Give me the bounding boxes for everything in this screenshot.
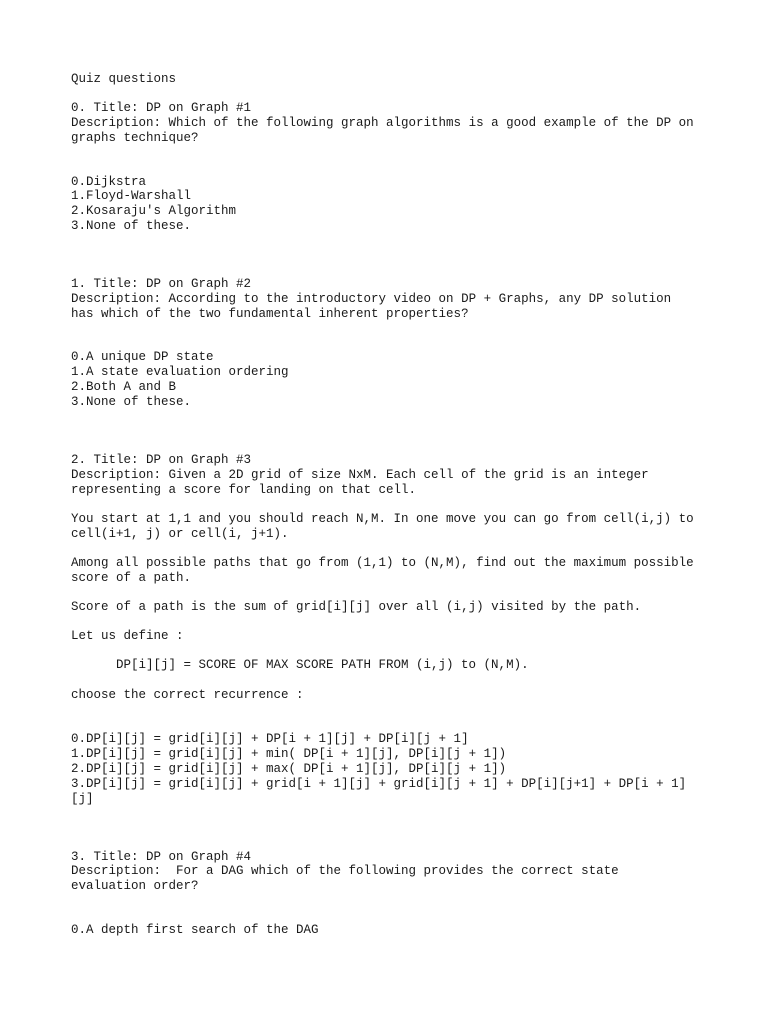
q3-description-cont: evaluation order? (71, 879, 199, 893)
q1-title: 1. Title: DP on Graph #2 (71, 277, 252, 291)
q1-option-2: 2.Both A and B (71, 380, 177, 394)
q1-option-0: 0.A unique DP state (71, 350, 214, 364)
q3-option-0: 0.A depth first search of the DAG (71, 923, 319, 937)
q0-option-1: 1.Floyd-Warshall (71, 189, 192, 203)
q2-paragraph-move: You start at 1,1 and you should reach N,M. In one move you can go from cell(i,j) to (71, 512, 694, 526)
q1-description-cont: has which of the two fundamental inherent properties? (71, 307, 469, 321)
q0-option-0: 0.Dijkstra (71, 175, 147, 189)
q2-paragraph-paths-cont: score of a path. (71, 571, 192, 585)
q1-option-1: 1.A state evaluation ordering (71, 365, 289, 379)
q0-title: 0. Title: DP on Graph #1 (71, 101, 252, 115)
q2-paragraph-paths: Among all possible paths that go from (1,1) to (N,M), find out the maximum possible (71, 556, 694, 570)
q2-description: Description: Given a 2D grid of size NxM. Each cell of the grid is an integer (71, 468, 649, 482)
q0-option-3: 3.None of these. (71, 219, 192, 233)
q2-option-1: 1.DP[i][j] = grid[i][j] + min( DP[i + 1][j], DP[i][j + 1]) (71, 747, 507, 761)
q2-prompt: choose the correct recurrence : (71, 688, 304, 702)
q2-option-3-cont: [j] (71, 792, 94, 806)
q2-option-2: 2.DP[i][j] = grid[i][j] + max( DP[i + 1][j], DP[i][j + 1]) (71, 762, 507, 776)
q0-description: Description: Which of the following graph algorithms is a good example of the DP on (71, 116, 694, 130)
q2-paragraph-define: Let us define : (71, 629, 184, 643)
q2-dp-definition: DP[i][j] = SCORE OF MAX SCORE PATH FROM (i,j) to (N,M). (116, 658, 529, 672)
q0-description-cont: graphs technique? (71, 131, 199, 145)
q2-option-3: 3.DP[i][j] = grid[i][j] + grid[i + 1][j] + grid[i][j + 1] + DP[i][j+1] + DP[i + 1] (71, 777, 687, 791)
q2-option-0: 0.DP[i][j] = grid[i][j] + DP[i + 1][j] + DP[i][j + 1] (71, 732, 469, 746)
q2-paragraph-score: Score of a path is the sum of grid[i][j] over all (i,j) visited by the path. (71, 600, 642, 614)
q0-option-2: 2.Kosaraju's Algorithm (71, 204, 237, 218)
q1-option-3: 3.None of these. (71, 395, 192, 409)
q2-description-cont: representing a score for landing on that cell. (71, 483, 417, 497)
q3-title: 3. Title: DP on Graph #4 (71, 850, 252, 864)
q1-description: Description: According to the introductory video on DP + Graphs, any DP solution (71, 292, 672, 306)
document-heading: Quiz questions (71, 72, 177, 86)
q2-paragraph-move-cont: cell(i+1, j) or cell(i, j+1). (71, 527, 289, 541)
q2-title: 2. Title: DP on Graph #3 (71, 453, 252, 467)
q3-description: Description: For a DAG which of the following provides the correct state (71, 864, 619, 878)
